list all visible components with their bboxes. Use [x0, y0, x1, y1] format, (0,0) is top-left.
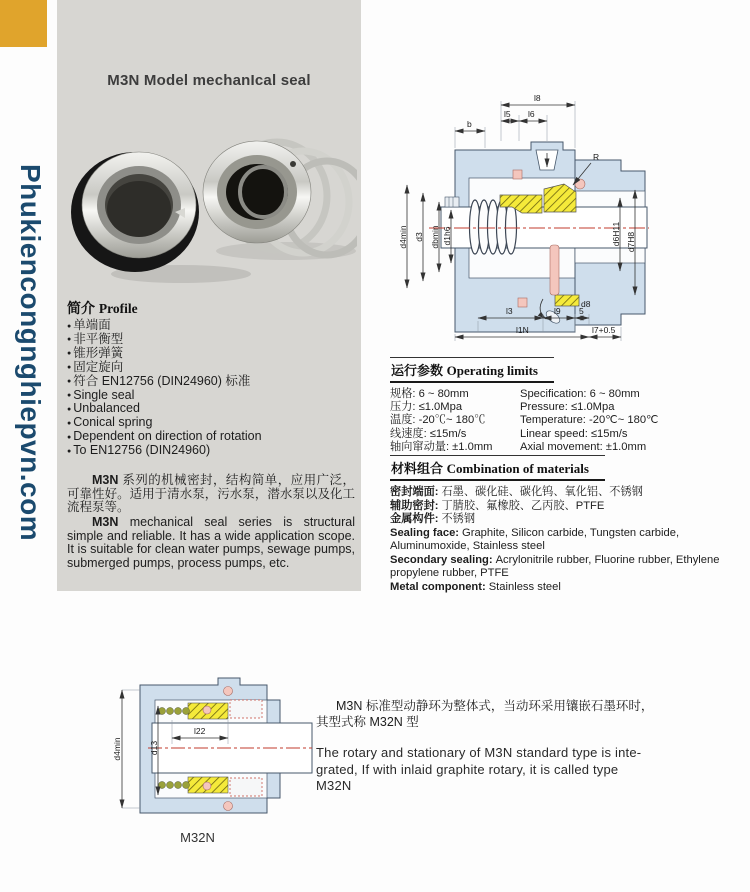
bullet-item: ● To EN12756 (DIN24960) — [67, 444, 353, 458]
secondary-sealing-label-cn: 辅助密封: — [390, 499, 439, 512]
operating-row — [390, 441, 744, 454]
description-en — [67, 516, 355, 570]
profile-bullet-list — [67, 319, 353, 458]
note-en-line: The rotary and stationary of M3N standard type is inte- — [316, 745, 642, 760]
bullet-item: ● 固定旋向 — [67, 361, 353, 375]
material-line — [390, 581, 744, 595]
sealing-face-label-en: Sealing face: — [390, 526, 460, 539]
secondary-sealing-label-en: Secondary sealing: — [390, 553, 493, 566]
model-code: M3N — [92, 515, 119, 529]
site-watermark: Phukiencongnghiepvn.com — [15, 164, 46, 542]
product-photo — [61, 96, 357, 296]
sealing-face-value-cn: 石墨、碳化硅、碳化钨、氧化铝、不锈钢 — [441, 486, 643, 498]
dim-label-l7: l7+0.5 — [592, 325, 616, 335]
product-panel — [57, 0, 361, 591]
material-line — [390, 554, 744, 581]
pressure-en: Pressure: ≤1.0Mpa — [520, 401, 615, 414]
metal-component-value-cn: 不锈钢 — [441, 513, 476, 525]
operating-heading-cn: 运行参数 — [391, 363, 444, 378]
dim-label-dbmin: dbmin — [430, 225, 440, 249]
dim-label-l8: l8 — [534, 93, 541, 103]
stationary-seat — [71, 152, 199, 272]
temperature-cn: 温度: -20℃~ 180℃ — [390, 414, 486, 427]
materials-section — [390, 455, 744, 594]
note-cn-line: 其型式称 M32N 型 — [316, 715, 419, 729]
dim-label-R: R — [593, 152, 600, 162]
dim-label-d3: d3 — [414, 232, 424, 242]
note-en-line: grated, If with inlaid graphite rotary, it is called type — [316, 761, 619, 777]
dim-label-5: 5 — [579, 306, 584, 316]
bullet-item: ● 符合 EN12756 (DIN24960) 标准 — [67, 375, 353, 389]
dim-label-l9: l9 — [554, 306, 561, 316]
profile-heading-cn: 简介 — [67, 300, 95, 316]
metal-component-label-cn: 金属构件: — [390, 513, 439, 525]
dim-label-d7H8: d7H8 — [626, 231, 636, 253]
spec-cn: 规格: 6 ~ 80mm — [390, 388, 469, 400]
operating-row — [390, 388, 744, 401]
dim-label-d6H11: d6H11 — [611, 221, 621, 247]
bullet-item: ● Single seal — [67, 389, 353, 403]
axial-movement-cn: 轴向窜动量: ±1.0mm — [390, 440, 493, 453]
spring-coils — [470, 200, 517, 254]
dim-label-l5: l5 — [504, 109, 511, 119]
description-cn-text: 系列的机械密封，结构简单，应用广泛，可靠性好。适用于清水泵，污水泵，潜水泵以及化工流程泵等。 — [67, 473, 355, 515]
material-line — [390, 500, 744, 514]
drawing-caption-m32n: M32N — [180, 830, 215, 845]
temperature-en: Temperature: -20℃~ 180℃ — [520, 414, 659, 427]
operating-heading-en: Operating limits — [446, 363, 538, 378]
metal-component-label-en: Metal component: — [390, 580, 486, 593]
note-en-line: M32N — [316, 778, 352, 793]
note-block — [316, 698, 746, 795]
dim-label-l6: l6 — [528, 109, 535, 119]
materials-heading-cn: 材料组合 — [391, 461, 444, 476]
rotary-unit-with-spring — [203, 141, 357, 255]
description-en-text: mechanical seal series is structural simple and reliable. It has a wide application scope. It is suitable for clean water pumps, sewage pumps, submerged pumps, process pumps, etc. — [67, 515, 355, 570]
pressure-cn: 压力: ≤1.0Mpa — [390, 401, 463, 414]
secondary-sealing-value-en: Acrylonitrile rubber, Fluorine rubber, Ethylene propylene rubber, PTFE — [390, 553, 720, 579]
bullet-item: ● 锥形弹簧 — [67, 347, 353, 361]
model-code: M3N — [92, 473, 119, 487]
linear-speed-en: Linear speed: ≤15m/s — [520, 427, 628, 440]
profile-heading — [67, 298, 138, 318]
operating-row — [390, 414, 744, 427]
materials-heading-en: Combination of materials — [446, 461, 589, 476]
dim-label-d4min: d4min — [112, 737, 122, 761]
dim-label-l1N: l1N — [516, 325, 529, 335]
secondary-sealing-value-cn: 丁腈胶、氟橡胶、乙丙胶、PTFE — [441, 499, 605, 512]
sealing-face-value-en: Graphite, Silicon carbide, Tungsten carbide, Aluminumoxide, Stainless steel — [390, 526, 680, 552]
accent-square — [0, 0, 47, 47]
bullet-item: ● 单端面 — [67, 319, 353, 333]
note-cn-line: M3N 标准型动静环为整体式，当动环采用镶嵌石墨环时， — [336, 699, 654, 713]
operating-row — [390, 428, 744, 441]
dim-label-d1h6: d1h6 — [442, 226, 452, 246]
dim-label-d8: d8 — [581, 299, 591, 309]
cross-section-drawing-m3n — [383, 85, 653, 350]
cross-section-drawing-m32n — [100, 658, 315, 828]
dim-label-b: b — [467, 119, 472, 129]
bullet-item: ● Conical spring — [67, 416, 353, 430]
operating-row — [390, 401, 744, 414]
bullet-item: ● Dependent on direction of rotation — [67, 430, 353, 444]
dim-label-d4min: d4min — [398, 225, 408, 249]
metal-component-value-en: Stainless steel — [488, 580, 561, 593]
product-title: M3N Model mechanIcal seal — [107, 72, 311, 89]
dim-label-l3: l3 — [506, 306, 513, 316]
dim-label-d13: d13 — [149, 740, 159, 756]
linear-speed-cn: 线速度: ≤15m/s — [390, 427, 467, 440]
operating-limits-section — [390, 357, 744, 454]
profile-heading-en: Profile — [98, 301, 138, 316]
material-line — [390, 527, 744, 554]
dim-label-l22: l22 — [194, 726, 206, 736]
spec-en: Specification: 6 ~ 80mm — [520, 388, 640, 400]
materials-heading — [390, 455, 605, 481]
material-line — [390, 513, 744, 527]
operating-limits-heading — [390, 357, 554, 383]
description-cn — [67, 474, 355, 515]
bullet-item: ● 非平衡型 — [67, 333, 353, 347]
bullet-item: ● Unbalanced — [67, 402, 353, 416]
axial-movement-en: Axial movement: ±1.0mm — [520, 440, 647, 453]
material-line — [390, 486, 744, 500]
sealing-face-label-cn: 密封端面: — [390, 486, 439, 498]
